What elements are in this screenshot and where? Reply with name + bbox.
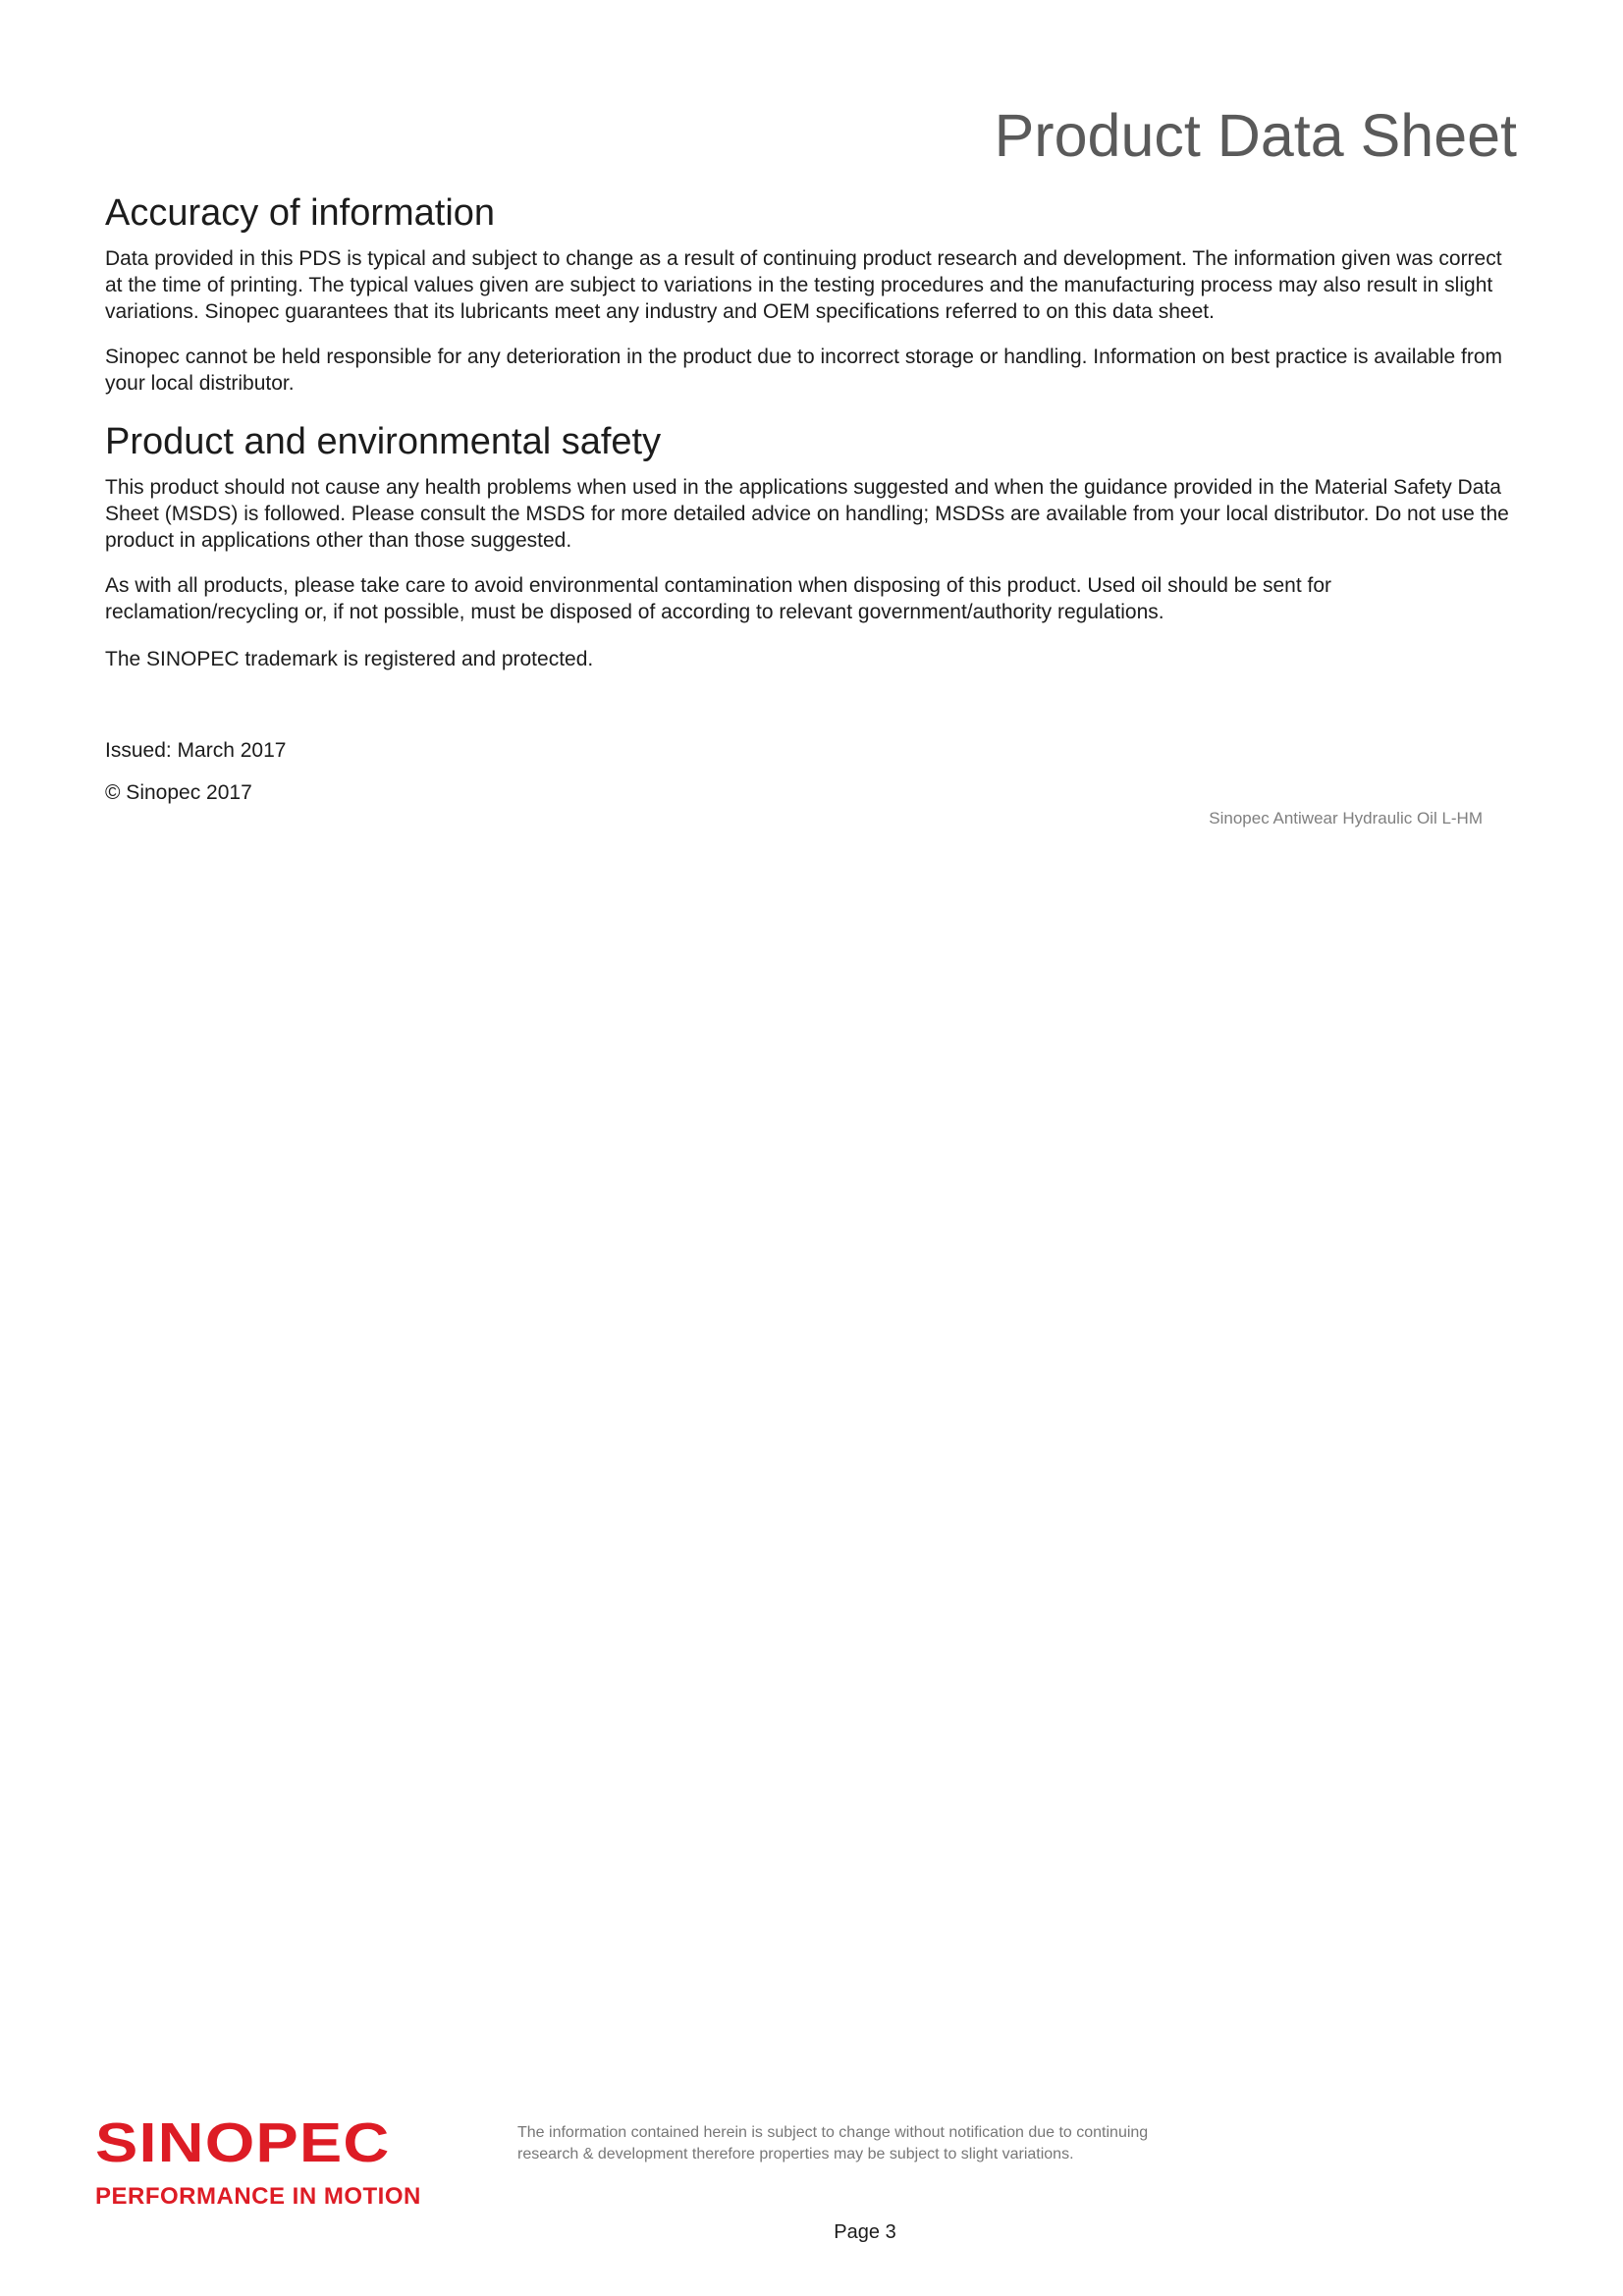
accuracy-paragraph-2: Sinopec cannot be held responsible for any deterioration in the product due to incorrect storage or handling. Information on best practice is available from your local distributor. [105, 346, 1503, 395]
sinopec-logo [95, 2113, 449, 2210]
trademark-note: The SINOPEC trademark is registered and protected. [105, 648, 594, 670]
safety-paragraph-2: As with all products, please take care to avoid environmental contamination when disposing of this product. Used oil should be sent for reclamation/recycling or, if not possible, must be disposed of according to relevant government/authority regulations. [105, 574, 1332, 623]
product-name-footnote: Sinopec Antiwear Hydraulic Oil L-HM [1209, 809, 1483, 828]
footer-disclaimer: The information contained herein is subject to change without notification due to continuing research & development therefore properties may be subject to slight variations. [517, 2124, 1149, 2163]
document-title: Product Data Sheet [994, 102, 1517, 169]
safety-paragraph-1: This product should not cause any health problems when used in the applications suggested and when the guidance provided in the Material Safety Data Sheet (MSDS) is followed. Please consult the MSDS for more detailed advice on handling; MSDSs are available from your local distributor. Do not use the product in applications other than those suggested. [105, 476, 1509, 552]
accuracy-paragraph-1: Data provided in this PDS is typical and subject to change as a result of continuing product research and development. The information given was correct at the time of printing. The typical values given are subject to variations in the testing procedures and the manufacturing process may also result in slight variations. Sinopec guarantees that its lubricants meet any industry and OEM specifications referred to on this data sheet. [105, 247, 1502, 323]
section-heading-safety: Product and environmental safety [105, 421, 662, 462]
section-heading-accuracy: Accuracy of information [105, 192, 496, 234]
page-number: Page 3 [834, 2221, 896, 2243]
sinopec-logo-tagline: PERFORMANCE IN MOTION [95, 2183, 421, 2210]
main-content [105, 191, 1521, 806]
issued-date: Issued: March 2017 [105, 739, 287, 762]
sinopec-logo-wordmark: SINOPEC [95, 2111, 391, 2174]
copyright-notice: © Sinopec 2017 [105, 781, 252, 804]
